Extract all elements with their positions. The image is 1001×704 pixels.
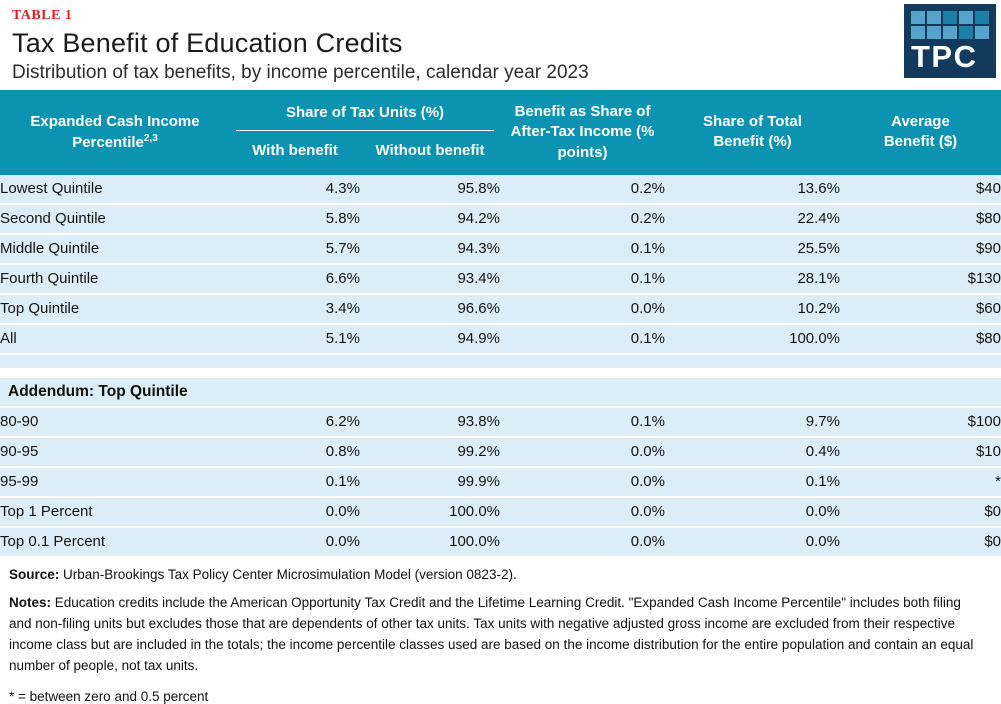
column-header-average-benefit: [840, 112, 1001, 153]
asterisk-note: * = between zero and 0.5 percent: [9, 688, 209, 704]
addendum-header-label: Addendum: Top Quintile: [0, 378, 1001, 408]
cell-avg-benefit: $80: [840, 325, 1001, 355]
cell-row-label: Middle Quintile: [0, 235, 230, 265]
cell-benefit-share: 0.1%: [500, 235, 665, 265]
cell-avg-benefit: $0: [840, 498, 1001, 528]
table-row: [0, 235, 1001, 265]
cell-avg-benefit: $10: [840, 438, 1001, 468]
logo-square: [927, 26, 941, 39]
table-row: [0, 468, 1001, 498]
cell-avg-benefit: $60: [840, 295, 1001, 325]
cell-row-label: Second Quintile: [0, 205, 230, 235]
cell-benefit-share: 0.1%: [500, 325, 665, 355]
tpc-logo-squares-grid: [911, 11, 989, 39]
logo-square: [943, 26, 957, 39]
column-header-share-total-benefit: [665, 112, 840, 153]
table-header: [0, 90, 1001, 175]
cell-row-label: 90-95: [0, 438, 230, 468]
cell-share-total: 25.5%: [665, 235, 840, 265]
cell-row-label: Top 1 Percent: [0, 498, 230, 528]
report-header: [0, 0, 1001, 90]
logo-square: [975, 11, 989, 24]
footer-notes: [0, 558, 1001, 704]
column-header-benefit-share-after-tax: [500, 102, 665, 163]
cell-avg-benefit: $0: [840, 528, 1001, 558]
notes-label: Notes:: [9, 594, 52, 610]
cell-without-benefit: 93.4%: [360, 265, 500, 295]
cell-benefit-share: 0.0%: [500, 528, 665, 558]
table-row: [0, 295, 1001, 325]
cell-row-label: 80-90: [0, 408, 230, 438]
cell-without-benefit: 99.2%: [360, 438, 500, 468]
logo-square: [911, 26, 925, 39]
cell-share-total: 28.1%: [665, 265, 840, 295]
spacer-cell: [0, 368, 1001, 378]
cell-with-benefit: 0.0%: [230, 528, 360, 558]
cell-row-label: 95-99: [0, 468, 230, 498]
cell-with-benefit: 4.3%: [230, 175, 360, 205]
cell-with-benefit: 6.2%: [230, 408, 360, 438]
cell-benefit-share: 0.1%: [500, 408, 665, 438]
cell-share-total: 22.4%: [665, 205, 840, 235]
cell-share-total: 9.7%: [665, 408, 840, 438]
average-benefit-text: Average Benefit ($): [883, 113, 958, 151]
cell-avg-benefit: $130: [840, 265, 1001, 295]
cell-with-benefit: 0.8%: [230, 438, 360, 468]
cell-benefit-share: 0.2%: [500, 205, 665, 235]
notes-text: Education credits include the American Opportunity Tax Credit and the Lifetime Learning Credit. "Expanded Cash Income Percentile" includes both filing and non-filing units but excludes those that are dependents of other tax units. Tax units with negative adjusted gross income are excluded from their respective income class but are included in the totals; the income percentile classes used are based on the income distribution for the entire population and contain an equal number of people, not tax units.: [9, 594, 974, 673]
cell-share-total: 10.2%: [665, 295, 840, 325]
cell-benefit-share: 0.0%: [500, 438, 665, 468]
cell-without-benefit: 100.0%: [360, 528, 500, 558]
cell-avg-benefit: $100: [840, 408, 1001, 438]
cell-benefit-share: 0.0%: [500, 295, 665, 325]
logo-square: [959, 26, 973, 39]
page-subtitle: Distribution of tax benefits, by income percentile, calendar year 2023: [12, 62, 589, 83]
cell-row-label: Top Quintile: [0, 295, 230, 325]
spacer-row: [0, 368, 1001, 378]
table-body: [0, 175, 1001, 558]
table-row: [0, 175, 1001, 205]
data-table: [0, 175, 1001, 558]
column-header-income-percentile: [0, 112, 230, 154]
table-row: [0, 408, 1001, 438]
page-title: Tax Benefit of Education Credits: [12, 28, 403, 58]
source-label: Source:: [9, 566, 60, 582]
income-percentile-line2: Percentile: [72, 133, 144, 151]
table-row: [0, 528, 1001, 558]
cell-with-benefit: 0.1%: [230, 468, 360, 498]
cell-avg-benefit: $90: [840, 235, 1001, 265]
cell-row-label: Lowest Quintile: [0, 175, 230, 205]
cell-benefit-share: 0.1%: [500, 265, 665, 295]
benefit-share-text: Benefit as Share of After-Tax Income (% points): [510, 103, 655, 161]
cell-avg-benefit: $80: [840, 205, 1001, 235]
cell-benefit-share: 0.0%: [500, 498, 665, 528]
cell-avg-benefit: $40: [840, 175, 1001, 205]
cell-without-benefit: 96.6%: [360, 295, 500, 325]
source-line: [9, 567, 987, 582]
cell-without-benefit: 94.9%: [360, 325, 500, 355]
cell-share-total: 0.4%: [665, 438, 840, 468]
cell-share-total: 0.0%: [665, 498, 840, 528]
cell-row-label: Top 0.1 Percent: [0, 528, 230, 558]
cell-with-benefit: 5.1%: [230, 325, 360, 355]
notes-line: [9, 592, 987, 676]
column-group-share-tax-units: Share of Tax Units (%): [236, 103, 494, 130]
cell-without-benefit: 94.2%: [360, 205, 500, 235]
cell-with-benefit: 6.6%: [230, 265, 360, 295]
source-text: Urban-Brookings Tax Policy Center Microsimulation Model (version 0823-2).: [59, 566, 517, 582]
share-total-text: Share of Total Benefit (%): [703, 113, 802, 151]
logo-square: [959, 11, 973, 24]
cell-row-label: All: [0, 325, 230, 355]
cell-without-benefit: 93.8%: [360, 408, 500, 438]
cell-share-total: 0.0%: [665, 528, 840, 558]
logo-square: [943, 11, 957, 24]
table-row: [0, 265, 1001, 295]
cell-benefit-share: 0.2%: [500, 175, 665, 205]
tpc-logo-text: TPC: [911, 39, 978, 74]
cell-share-total: 0.1%: [665, 468, 840, 498]
cell-with-benefit: 3.4%: [230, 295, 360, 325]
tpc-logo: [904, 4, 996, 78]
column-header-with-benefit: With benefit: [252, 142, 338, 160]
logo-square: [975, 26, 989, 39]
cell-without-benefit: 99.9%: [360, 468, 500, 498]
column-header-without-benefit: Without benefit: [375, 142, 485, 160]
cell-with-benefit: 5.8%: [230, 205, 360, 235]
cell-share-total: 100.0%: [665, 325, 840, 355]
cell-benefit-share: 0.0%: [500, 468, 665, 498]
cell-without-benefit: 94.3%: [360, 235, 500, 265]
cell-avg-benefit: *: [840, 468, 1001, 498]
logo-square: [927, 11, 941, 24]
footnote-superscript: 2,3: [143, 132, 158, 144]
spacer-cell: [0, 355, 1001, 368]
cell-share-total: 13.6%: [665, 175, 840, 205]
cell-without-benefit: 100.0%: [360, 498, 500, 528]
spacer-row: [0, 355, 1001, 368]
table-row: [0, 325, 1001, 355]
table-row: [0, 205, 1001, 235]
logo-square: [911, 11, 925, 24]
cell-with-benefit: 5.7%: [230, 235, 360, 265]
table-number-label: TABLE 1: [12, 8, 73, 23]
income-percentile-line1: Expanded Cash Income: [30, 112, 200, 130]
cell-without-benefit: 95.8%: [360, 175, 500, 205]
table-row: [0, 438, 1001, 468]
cell-with-benefit: 0.0%: [230, 498, 360, 528]
addendum-header-row: [0, 378, 1001, 408]
cell-row-label: Fourth Quintile: [0, 265, 230, 295]
table-row: [0, 498, 1001, 528]
